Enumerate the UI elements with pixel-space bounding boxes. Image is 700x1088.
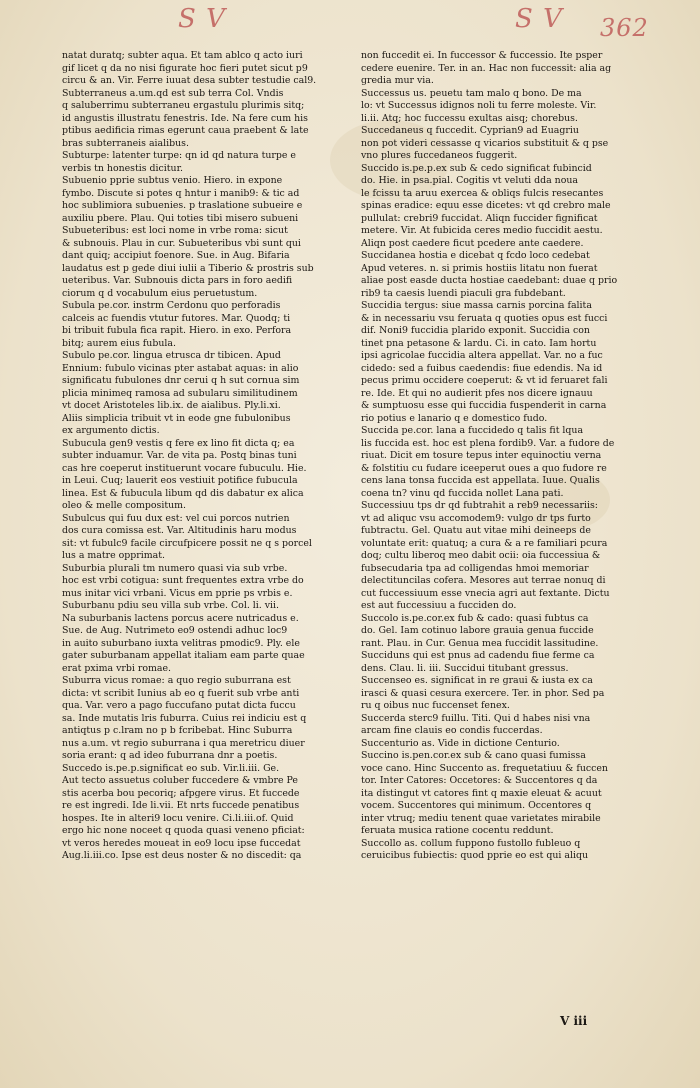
text-line: doq; cultu liberoq meo dabit ocii: oia fuccessiua & (361, 550, 601, 561)
text-line: Succenseo es. significat in re graui & iusta ex ca (361, 675, 593, 686)
text-line: fymbo. Discute si potes q hntur i manib9: & tic ad (62, 187, 300, 199)
text-line: Suburbia plurali tm numero quasi via sub vrbe. (62, 562, 288, 574)
text-line: cidedo: sed a fuibus caedendis: fiue edendis. Na id (361, 362, 603, 374)
text-line: Succiduns qui est pnus ad cadendu fiue ferme ca (361, 650, 595, 661)
text-line: Subulcus qui fuu dux est: vel cui porcos nutrien (62, 512, 290, 524)
text-line: Succedaneus q fuccedit. Cyprian9 ad Euagriu (361, 125, 579, 136)
text-line: Subturpe: latenter turpe: qn id qd natura turpe e (62, 150, 296, 161)
text-line: re est ingredi. Ide li.vii. Et nrts fuccede penatibus (62, 800, 300, 811)
text-line: ipsi agricolae fuccidia altera appellat. Var. no a fuc (361, 350, 603, 361)
right-folio-heading: S V (515, 4, 563, 34)
text-line: circu & an. Vir. Ferre iuuat desa subter testudie cal9. (62, 75, 317, 86)
text-line: cens lana tonsa fuccida est appellata. Iuue. Qualis (361, 475, 600, 486)
text-line: dicta: vt scribit Iunius ab eo q fuerit sub vrbe anti (62, 687, 300, 699)
text-line: ita distingut vt catores fint q maxie eleuat & acuut (361, 787, 602, 799)
text-line: ru q oibus nuc fuccenset fenex. (361, 700, 510, 711)
text-line: rant. Plau. in Cur. Genua mea fuccidit lassitudine. (361, 637, 599, 649)
text-line: oleo & melle compositum. (62, 500, 187, 511)
text-line: Suburbanu pdiu seu villa sub vrbe. Col. li. vii. (62, 600, 280, 611)
text-line: linea. Est & fubucula libum qd dis dabatur ex alica (62, 487, 304, 499)
text-line: lis fuccida est. hoc est plena fordib9. Var. a fudore de (361, 437, 615, 449)
right-text-column (361, 50, 643, 863)
text-line: & subnouis. Plau in cur. Subueteribus vbi sunt qui (62, 237, 301, 249)
text-line: feruata musica ratione cocentu reddunt. (361, 825, 554, 836)
text-line: vt ad aliquc vsu accomodem9: vulgo dr tps furto (361, 512, 591, 524)
text-line: Na suburbanis lactens porcus acere nutricadus e. (62, 612, 299, 624)
text-line: fubtractu. Gel. Quatu aut vitae mihi deineeps de (361, 525, 591, 536)
text-line: natat duratq; subter aqua. Et tam ablco q acto iuri (62, 50, 303, 61)
signature-mark: V iii (560, 1014, 588, 1028)
text-line: Subterraneus a.um.qd est sub terra Col. Vndis (62, 87, 284, 99)
text-line: in Leui. Cuq; lauerit eos vestiuit potifice fubucula (62, 475, 298, 486)
text-line: Succenturio as. Vide in dictione Centurio. (361, 737, 560, 749)
text-line: sit: vt fubulc9 facile circufpicere possit ne q s porcel (62, 537, 312, 549)
text-line: cut fuccessiuum esse vnecia agri aut fextante. Dictu (361, 587, 610, 599)
text-line: ergo hic none noceet q quoda quasi veneno pficiat: (62, 825, 305, 836)
text-line: coena tn? vinu qd fuccida nollet Lana pati. (361, 487, 564, 499)
text-line: & folstitiu cu fudare iceeperut oues a quo fudore re (361, 462, 607, 474)
text-line: rio potius e lanario q e domestico fudo. (361, 412, 548, 424)
text-line: significatu fubulones dnr cerui q h sut cornua sim (62, 375, 300, 386)
text-line: dens. Clau. li. iii. Succidui titubant gressus. (361, 662, 569, 674)
text-line: erat pxima vrbi romae. (62, 662, 172, 674)
text-line: dif. Noni9 fuccidia plarido exponit. Succidia con (361, 325, 590, 336)
text-line: Succerda sterc9 fuillu. Titi. Qui d habes nisi vna (361, 712, 591, 724)
text-line: aliae post easde ducta hostiae caedebant: duae q prio (361, 275, 618, 286)
left-text-column (62, 50, 344, 863)
text-line: re. Ide. Et qui no audierit pfes nos dicere ignauu (361, 387, 593, 399)
text-line: Aliqn post caedere ficut pcedere ante caedere. (361, 237, 584, 249)
text-line: Sue. de Aug. Nutrimeto eo9 ostendi adhuc loc9 (62, 625, 288, 636)
text-line: vt veros heredes moueat in eo9 locu ipse fuccedat (62, 837, 301, 849)
text-line: Succida pe.cor. lana a fuccidedo q talis fit lqua (361, 425, 584, 436)
text-line: Aut tecto assuetus coluber fuccedere & vmbre Pe (62, 775, 298, 786)
text-line: hoc sublimiora subuenies. p traslatione subueire e (62, 200, 303, 211)
text-line: dant quiq; accipiut foenore. Sue. in Aug. Bifaria (62, 250, 290, 261)
text-line: do. Gel. Iam cotinuo labore grauia genua fuccide (361, 625, 594, 636)
text-line: delectituncilas cofera. Mesores aut terrae nonuq di (361, 575, 606, 586)
text-line: Suburra vicus romae: a quo regio suburrana est (62, 675, 291, 686)
text-line: rib9 ta caesis luendi piaculi gra fubdebant. (361, 287, 566, 299)
text-line: hoc est vrbi cotigua: sunt frequentes extra vrbe do (62, 575, 304, 586)
text-line: Succedo is.pe.p.significat eo sub. Vir.li.iii. Ge. (62, 762, 280, 774)
text-line: do. Hie. in psa.pial. Cogitis vt veluti dda noua (361, 175, 578, 186)
text-line: nus a.um. vt regio suburrana i qua meretricu diuer (62, 737, 305, 749)
text-line: pullulat: crebri9 fuccidat. Aliqn fuccider fignificat (361, 212, 598, 224)
text-line: Succino is.pen.cor.ex sub & cano quasi fumissa (361, 750, 586, 761)
text-line: le fcissu ta aruu exercea & obliqs fulcis resecantes (361, 187, 604, 199)
text-line: & sumptuosu esse qui fuccidia fuspenderit in carna (361, 400, 607, 411)
text-line: tor. Inter Catores: Occetores: & Succentores q da (361, 775, 598, 786)
text-line: gredia mur via. (361, 75, 434, 86)
text-line: vt docet Aristoteles lib.ix. de aialibus. Ply.li.xi. (62, 400, 281, 411)
text-line: dos cura comissa est. Var. Altitudinis haru modus (62, 525, 297, 536)
text-line: hospes. Ite in alteri9 locu venire. Ci.li.iii.of. Quid (62, 812, 294, 824)
text-line: vocem. Succentores qui minimum. Occentores q (361, 800, 592, 811)
text-line: Aug.li.iii.co. Ipse est deus noster & no discedit: qa (62, 850, 302, 861)
text-line: non pot videri cessasse q vicarios substituit & q pse (361, 137, 609, 149)
text-line: & in necessariu vsu feruata q quoties opus est fucci (361, 312, 608, 324)
text-line: verbis tn honestis dicitur. (62, 162, 184, 174)
text-line: li.ii. Atq; hoc fuccessu exultas aisq; chorebus. (361, 112, 578, 124)
text-line: sa. Inde mutatis lris fuburra. Cuius rei indiciu est q (62, 712, 307, 724)
text-line: irasci & quasi cesura exercere. Ter. in phor. Sed pa (361, 687, 605, 699)
text-line: lus a matre opprimat. (62, 550, 166, 561)
text-line: ex argumento dictis. (62, 425, 160, 436)
text-line: arcam fine clauis eo condis fuccerdas. (361, 725, 543, 736)
text-line: Succidanea hostia e dicebat q fcdo loco cedebat (361, 250, 590, 261)
text-line: gater suburbanam appellat italiam eam parte quae (62, 650, 305, 661)
text-line: Subueteribus: est loci nome in vrbe roma: sicut (62, 225, 288, 236)
text-line: ueteribus. Var. Subnouis dicta pars in foro aedifi (62, 275, 293, 286)
text-line: tinet pna petasone & lardu. Ci. in cato. Iam hortu (361, 337, 597, 349)
text-line: Subula pe.cor. instrm Cerdonu quo perforadis (62, 300, 281, 311)
text-line: Succolo is.pe.cor.ex fub & cado: quasi fubtus ca (361, 612, 589, 624)
text-line: q saluberrimu subterraneu ergastulu plurimis sitq; (62, 100, 305, 111)
text-line: calceis ac fuendis vtutur futores. Mar. Quodq; ti (62, 312, 291, 324)
text-line: Ennium: fubulo vicinas pter astabat aquas: in alio (62, 362, 299, 374)
text-line: est aut fuccessiuu a fucciden do. (361, 600, 517, 611)
text-line: ceruicibus fubiectis: quod pprie eo est qui aliqu (361, 850, 589, 861)
leaf-number: 362 (600, 14, 649, 42)
text-line: bras subterraneis aialibus. (62, 137, 189, 149)
text-line: antiqtus p c.lram no p b fcribebat. Hinc Suburra (62, 725, 293, 736)
text-line: metere. Vir. At fubicida ceres medio fuccidit aestu. (361, 225, 603, 236)
text-line: Succollo as. collum fuppono fustollo fubleuo q (361, 837, 581, 849)
text-line: in auito suburbano iuxta velitras pmodic9. Ply. ele (62, 637, 300, 649)
text-line: stis acerba bou pecoriq; afpgere virus. Et fuccede (62, 787, 300, 799)
text-line: id angustis illustratu fenestris. Ide. Na fere cum his (62, 112, 308, 124)
left-folio-heading: S V (178, 4, 226, 34)
text-line: laudatus est p gede diui iulii a Tiberio & prostris sub (62, 262, 314, 274)
text-line: ciorum q d vocabulum eius peruetustum. (62, 287, 258, 299)
text-line: Apud veteres. n. si primis hostiis litatu non fuerat (361, 262, 598, 274)
text-line: Subucula gen9 vestis q fere ex lino fit dicta q; ea (62, 437, 295, 449)
text-line: vno plures fuccedaneos fuggerit. (361, 150, 518, 161)
text-line: cas hre coeperut instituerunt vocare fubuculu. Hie. (62, 462, 307, 474)
text-line: Subuenio pprie subtus venio. Hiero. in expone (62, 175, 283, 186)
text-line: voluntate erit: quatuq; a cura & a re familiari pcura (361, 537, 608, 549)
text-line: qua. Var. vero a pago fuccufano putat dicta fuccu (62, 700, 296, 711)
text-line: Aliis simplicia tribuit vt in eode gne fubulonibus (62, 412, 291, 424)
text-line: mus initar vici vrbani. Vicus em pprie ps vrbis e. (62, 587, 293, 599)
text-line: riuat. Dicit em tosure tepus inter equinoctiu verna (361, 450, 602, 461)
text-line: bitq; aurem eius fubula. (62, 337, 176, 349)
text-line: Subulo pe.cor. lingua etrusca dr tibicen. Apud (62, 350, 281, 361)
text-line: Successus us. peuetu tam malo q bono. De ma (361, 87, 582, 99)
text-line: Succido is.pe.p.ex sub & cedo significat fubincid (361, 162, 592, 174)
text-line: plicia minimeq ramosa ad subularu similitudinem (62, 387, 298, 399)
text-line: soria erant: q ad ideo fuburrana dnr a poetis. (62, 750, 278, 761)
text-line: inter vtruq; mediu tenent quae varietates mirabile (361, 812, 601, 824)
text-line: voce cano. Hinc Succento as. frequetatiuu & fuccen (361, 762, 608, 774)
text-line: subter induamur. Var. de vita pa. Postq binas tuni (62, 450, 297, 461)
text-line: ptibus aedificia rimas egerunt caua praebent & late (62, 125, 309, 136)
text-line: Succidia tergus: siue massa carnis porcina falita (361, 300, 592, 311)
text-line: bi tribuit fubula fica rapit. Hiero. in exo. Perfora (62, 325, 292, 336)
text-line: gif licet q da no nisi figurate hoc fieri putet sicut p9 (62, 62, 308, 74)
text-line: lo: vt Successus idignos noli tu ferre moleste. Vir. (361, 100, 597, 111)
text-line: spinas eradice: equu esse dicetes: vt qd crebro male (361, 200, 611, 211)
text-line: Successiuu tps dr qd fubtrahit a reb9 necessariis: (361, 500, 598, 511)
text-line: auxiliu pbere. Plau. Qui toties tibi misero subueni (62, 212, 299, 224)
text-line: non fuccedit ei. In fuccessor & fuccessio. Ite psper (361, 50, 603, 61)
text-line: cedere euenire. Ter. in an. Hac non fuccessit: alia ag (361, 62, 612, 74)
text-line: pecus primu occidere coeperut: & vt id feruaret fali (361, 375, 608, 386)
text-line: fubsecudaria tpa ad colligendas hmoi memoriar (361, 562, 589, 574)
